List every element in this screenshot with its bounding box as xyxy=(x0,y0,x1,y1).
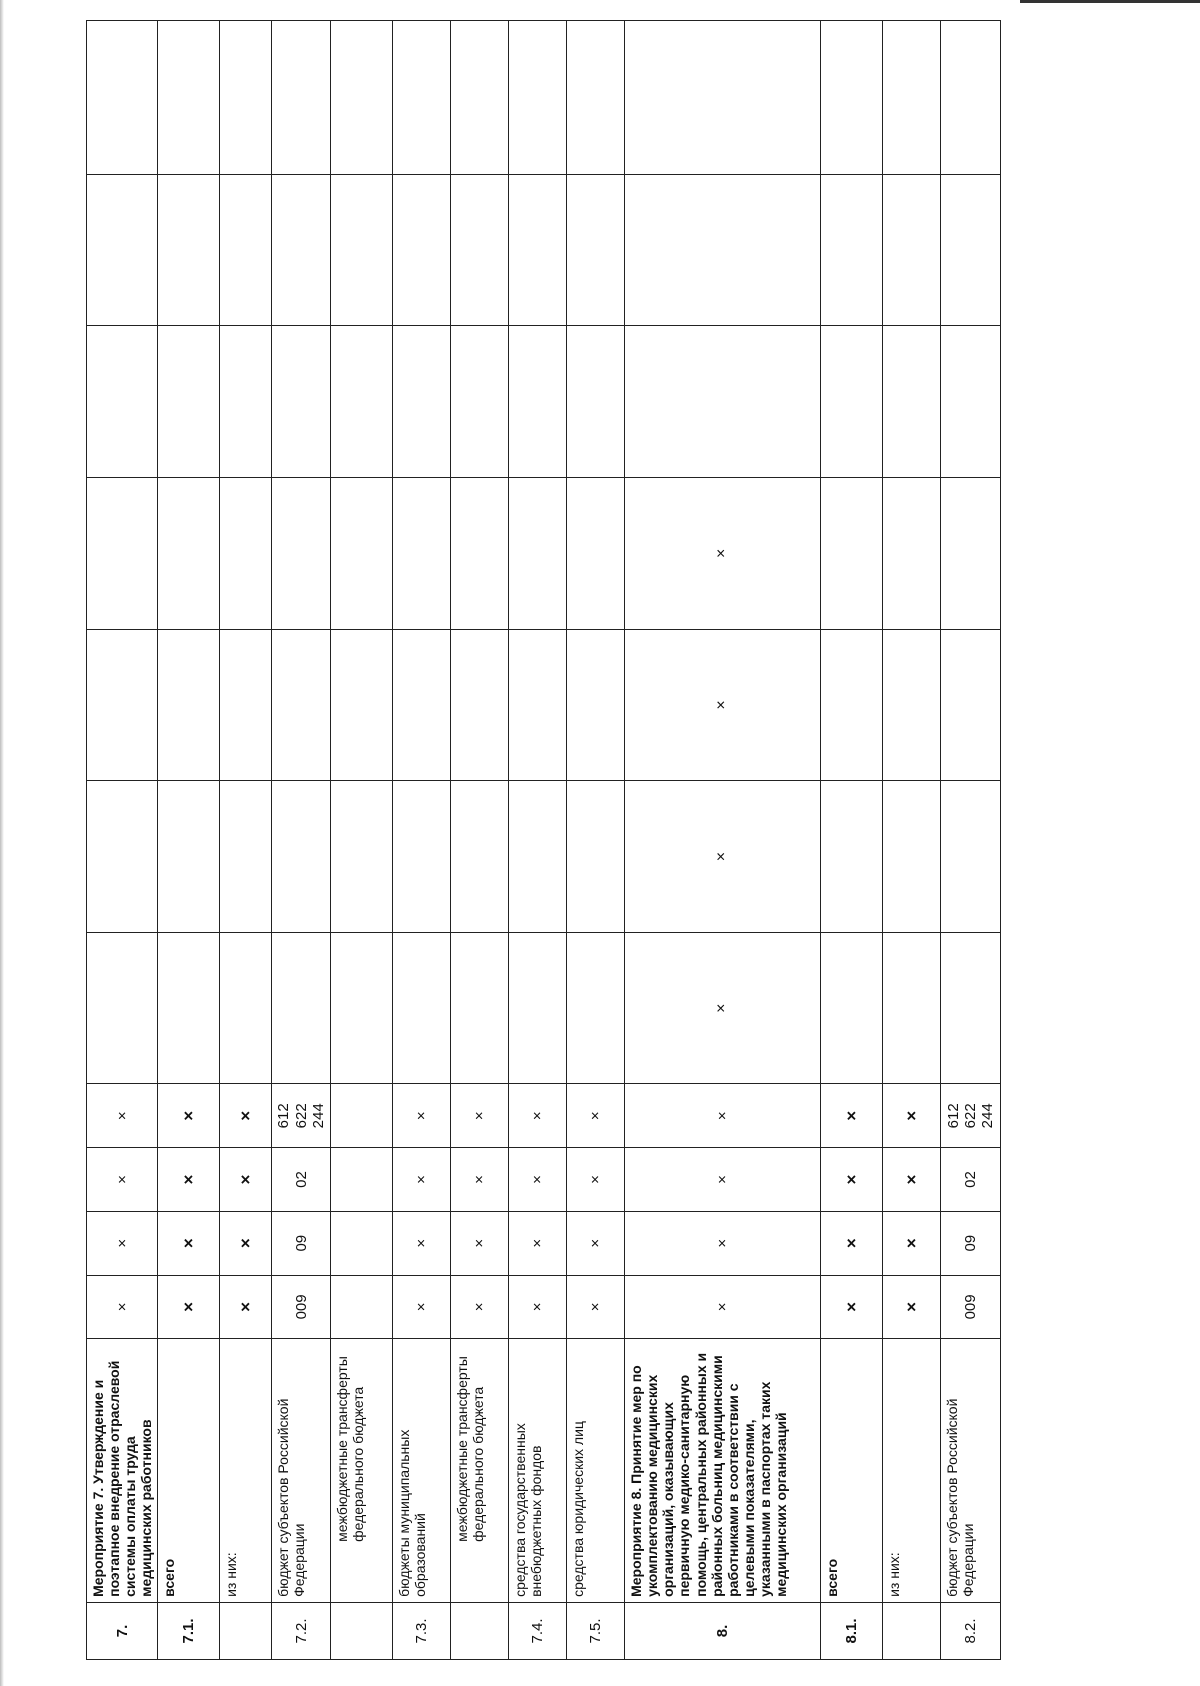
period-cell-p4 xyxy=(941,478,1001,630)
period-cell-p1: × xyxy=(625,932,821,1084)
table-body xyxy=(87,21,1001,1660)
code-cell-c3: × xyxy=(451,1148,509,1212)
table-row xyxy=(158,21,220,1660)
code-cell-c4: 612 622 244 xyxy=(272,1084,331,1148)
code-cell-c2: × xyxy=(451,1211,509,1275)
code-cell-c1: 009 xyxy=(272,1275,331,1339)
period-cell-p1 xyxy=(941,932,1001,1084)
period-cell-p1 xyxy=(87,932,158,1084)
period-cell-p3 xyxy=(272,629,331,781)
period-cell-p2 xyxy=(87,781,158,933)
period-cell-p1 xyxy=(883,932,941,1084)
code-cell-c1: × xyxy=(821,1275,883,1339)
row-number: 7.3. xyxy=(393,1602,451,1659)
code-cell-c3 xyxy=(331,1148,393,1212)
period-cell-p2 xyxy=(220,781,272,933)
period-cell-p2 xyxy=(821,781,883,933)
table-row xyxy=(941,21,1001,1660)
empty-cell xyxy=(272,174,331,326)
period-cell-p4 xyxy=(567,478,625,630)
code-cell-c2: × xyxy=(393,1211,451,1275)
code-cell-c3: × xyxy=(393,1148,451,1212)
code-cell-c4: × xyxy=(625,1084,821,1148)
row-number: 7.1. xyxy=(158,1602,220,1659)
code-cell-c4: 612 622 244 xyxy=(941,1084,1001,1148)
row-name: всего xyxy=(158,1339,220,1603)
empty-cell xyxy=(451,21,509,175)
empty-cell xyxy=(821,174,883,326)
table-row xyxy=(87,21,158,1660)
row-number: 7.5. xyxy=(567,1602,625,1659)
period-cell-p3 xyxy=(331,629,393,781)
row-number xyxy=(331,1602,393,1659)
code-cell-c3: 02 xyxy=(272,1148,331,1212)
code-cell-c2: × xyxy=(509,1211,567,1275)
row-number: 8. xyxy=(625,1602,821,1659)
period-cell-p2 xyxy=(883,781,941,933)
period-cell-p4 xyxy=(451,478,509,630)
period-cell-p2 xyxy=(941,781,1001,933)
row-number xyxy=(451,1602,509,1659)
empty-cell xyxy=(220,326,272,478)
code-cell-c2: × xyxy=(883,1211,941,1275)
period-cell-p3 xyxy=(451,629,509,781)
row-name: межбюджетные трансферты федерального бюджета xyxy=(451,1339,509,1603)
period-cell-p3 xyxy=(87,629,158,781)
period-cell-p2 xyxy=(331,781,393,933)
row-name: бюджет субъектов Российской Федерации xyxy=(272,1339,331,1603)
table-row xyxy=(821,21,883,1660)
code-cell-c4: × xyxy=(220,1084,272,1148)
empty-cell xyxy=(567,174,625,326)
empty-cell xyxy=(941,21,1001,175)
row-number xyxy=(220,1602,272,1659)
code-cell-c4: × xyxy=(883,1084,941,1148)
table-row xyxy=(451,21,509,1660)
code-cell-c1: × xyxy=(567,1275,625,1339)
empty-cell xyxy=(272,21,331,175)
period-cell-p4 xyxy=(272,478,331,630)
scan-top-mark xyxy=(1020,0,1200,3)
period-cell-p3 xyxy=(509,629,567,781)
code-cell-c4: × xyxy=(393,1084,451,1148)
table-row xyxy=(220,21,272,1660)
period-cell-p4 xyxy=(883,478,941,630)
row-name: межбюджетные трансферты федерального бюджета xyxy=(331,1339,393,1603)
period-cell-p2 xyxy=(158,781,220,933)
empty-cell xyxy=(883,174,941,326)
empty-cell xyxy=(509,21,567,175)
code-cell-c4: × xyxy=(451,1084,509,1148)
empty-cell xyxy=(625,326,821,478)
period-cell-p3 xyxy=(220,629,272,781)
period-cell-p1 xyxy=(158,932,220,1084)
code-cell-c1: × xyxy=(625,1275,821,1339)
code-cell-c3: × xyxy=(87,1148,158,1212)
table-row xyxy=(625,21,821,1660)
row-name: всего xyxy=(821,1339,883,1603)
period-cell-p3 xyxy=(941,629,1001,781)
code-cell-c2: × xyxy=(821,1211,883,1275)
code-cell-c3: × xyxy=(567,1148,625,1212)
code-cell-c1: × xyxy=(509,1275,567,1339)
empty-cell xyxy=(625,174,821,326)
row-name: Мероприятие 8. Принятие мер по укомплектованию медицинских организаций, оказывающих первичную медико-санитарную помощь, центральных районных и районных больниц медицинскими работниками в соответствии с целевыми показателями, указанными в паспортах таких медицинских организаций xyxy=(625,1339,821,1603)
period-cell-p3 xyxy=(883,629,941,781)
code-cell-c4: × xyxy=(158,1084,220,1148)
empty-cell xyxy=(331,174,393,326)
code-cell-c3: × xyxy=(158,1148,220,1212)
row-name: средства государственных внебюджетных фондов xyxy=(509,1339,567,1603)
code-cell-c4: × xyxy=(87,1084,158,1148)
empty-cell xyxy=(821,21,883,175)
empty-cell xyxy=(87,326,158,478)
row-number: 8.1. xyxy=(821,1602,883,1659)
empty-cell xyxy=(941,326,1001,478)
period-cell-p1 xyxy=(451,932,509,1084)
row-number: 7.4. xyxy=(509,1602,567,1659)
code-cell-c2: 09 xyxy=(941,1211,1001,1275)
period-cell-p4 xyxy=(821,478,883,630)
row-number: 7. xyxy=(87,1602,158,1659)
code-cell-c2: × xyxy=(158,1211,220,1275)
empty-cell xyxy=(509,326,567,478)
period-cell-p1 xyxy=(509,932,567,1084)
empty-cell xyxy=(393,21,451,175)
period-cell-p2 xyxy=(393,781,451,933)
period-cell-p1 xyxy=(393,932,451,1084)
code-cell-c1: × xyxy=(393,1275,451,1339)
empty-cell xyxy=(87,174,158,326)
table-row xyxy=(509,21,567,1660)
code-cell-c1: × xyxy=(158,1275,220,1339)
empty-cell xyxy=(393,174,451,326)
code-cell-c2: × xyxy=(87,1211,158,1275)
code-cell-c1: × xyxy=(220,1275,272,1339)
row-name: из них: xyxy=(220,1339,272,1603)
code-cell-c1: 009 xyxy=(941,1275,1001,1339)
period-cell-p4 xyxy=(220,478,272,630)
period-cell-p4 xyxy=(509,478,567,630)
row-name: из них: xyxy=(883,1339,941,1603)
empty-cell xyxy=(331,21,393,175)
period-cell-p3 xyxy=(567,629,625,781)
code-cell-c1 xyxy=(331,1275,393,1339)
period-cell-p2 xyxy=(509,781,567,933)
empty-cell xyxy=(941,174,1001,326)
period-cell-p4: × xyxy=(625,478,821,630)
code-cell-c3: × xyxy=(883,1148,941,1212)
table-row xyxy=(331,21,393,1660)
period-cell-p1 xyxy=(331,932,393,1084)
table-row xyxy=(272,21,331,1660)
code-cell-c4: × xyxy=(821,1084,883,1148)
row-name: бюджеты муниципальных образований xyxy=(393,1339,451,1603)
code-cell-c3: × xyxy=(625,1148,821,1212)
empty-cell xyxy=(821,326,883,478)
row-number: 7.2. xyxy=(272,1602,331,1659)
period-cell-p3 xyxy=(158,629,220,781)
code-cell-c2: × xyxy=(220,1211,272,1275)
row-name: бюджет субъектов Российской Федерации xyxy=(941,1339,1001,1603)
period-cell-p3 xyxy=(393,629,451,781)
period-cell-p4 xyxy=(158,478,220,630)
period-cell-p1 xyxy=(220,932,272,1084)
code-cell-c2 xyxy=(331,1211,393,1275)
period-cell-p1 xyxy=(821,932,883,1084)
empty-cell xyxy=(220,174,272,326)
empty-cell xyxy=(158,326,220,478)
rotated-table-stage xyxy=(86,20,1101,1660)
empty-cell xyxy=(883,21,941,175)
empty-cell xyxy=(509,174,567,326)
code-cell-c4 xyxy=(331,1084,393,1148)
code-cell-c1: × xyxy=(451,1275,509,1339)
period-cell-p4 xyxy=(393,478,451,630)
empty-cell xyxy=(567,326,625,478)
empty-cell xyxy=(158,174,220,326)
empty-cell xyxy=(158,21,220,175)
code-cell-c1: × xyxy=(883,1275,941,1339)
period-cell-p3: × xyxy=(625,629,821,781)
empty-cell xyxy=(220,21,272,175)
table-row xyxy=(567,21,625,1660)
empty-cell xyxy=(451,326,509,478)
empty-cell xyxy=(393,326,451,478)
period-cell-p1 xyxy=(272,932,331,1084)
period-cell-p1 xyxy=(567,932,625,1084)
row-number xyxy=(883,1602,941,1659)
row-number: 8.2. xyxy=(941,1602,1001,1659)
code-cell-c3: × xyxy=(220,1148,272,1212)
scan-edge xyxy=(0,0,4,1686)
code-cell-c1: × xyxy=(87,1275,158,1339)
budget-table xyxy=(86,20,1001,1660)
table-row xyxy=(883,21,941,1660)
table-row xyxy=(393,21,451,1660)
row-name: средства юридических лиц xyxy=(567,1339,625,1603)
code-cell-c2: 09 xyxy=(272,1211,331,1275)
row-name: Мероприятие 7. Утверждение и поэтапное внедрение отраслевой системы оплаты труда медицинских работников xyxy=(87,1339,158,1603)
empty-cell xyxy=(567,21,625,175)
empty-cell xyxy=(883,326,941,478)
empty-cell xyxy=(451,174,509,326)
code-cell-c2: × xyxy=(625,1211,821,1275)
code-cell-c4: × xyxy=(509,1084,567,1148)
code-cell-c3: 02 xyxy=(941,1148,1001,1212)
empty-cell xyxy=(272,326,331,478)
code-cell-c4: × xyxy=(567,1084,625,1148)
period-cell-p4 xyxy=(331,478,393,630)
empty-cell xyxy=(331,326,393,478)
code-cell-c3: × xyxy=(821,1148,883,1212)
period-cell-p3 xyxy=(821,629,883,781)
period-cell-p2 xyxy=(272,781,331,933)
period-cell-p2: × xyxy=(625,781,821,933)
period-cell-p2 xyxy=(567,781,625,933)
period-cell-p2 xyxy=(451,781,509,933)
code-cell-c3: × xyxy=(509,1148,567,1212)
period-cell-p4 xyxy=(87,478,158,630)
empty-cell xyxy=(625,21,821,175)
code-cell-c2: × xyxy=(567,1211,625,1275)
empty-cell xyxy=(87,21,158,175)
